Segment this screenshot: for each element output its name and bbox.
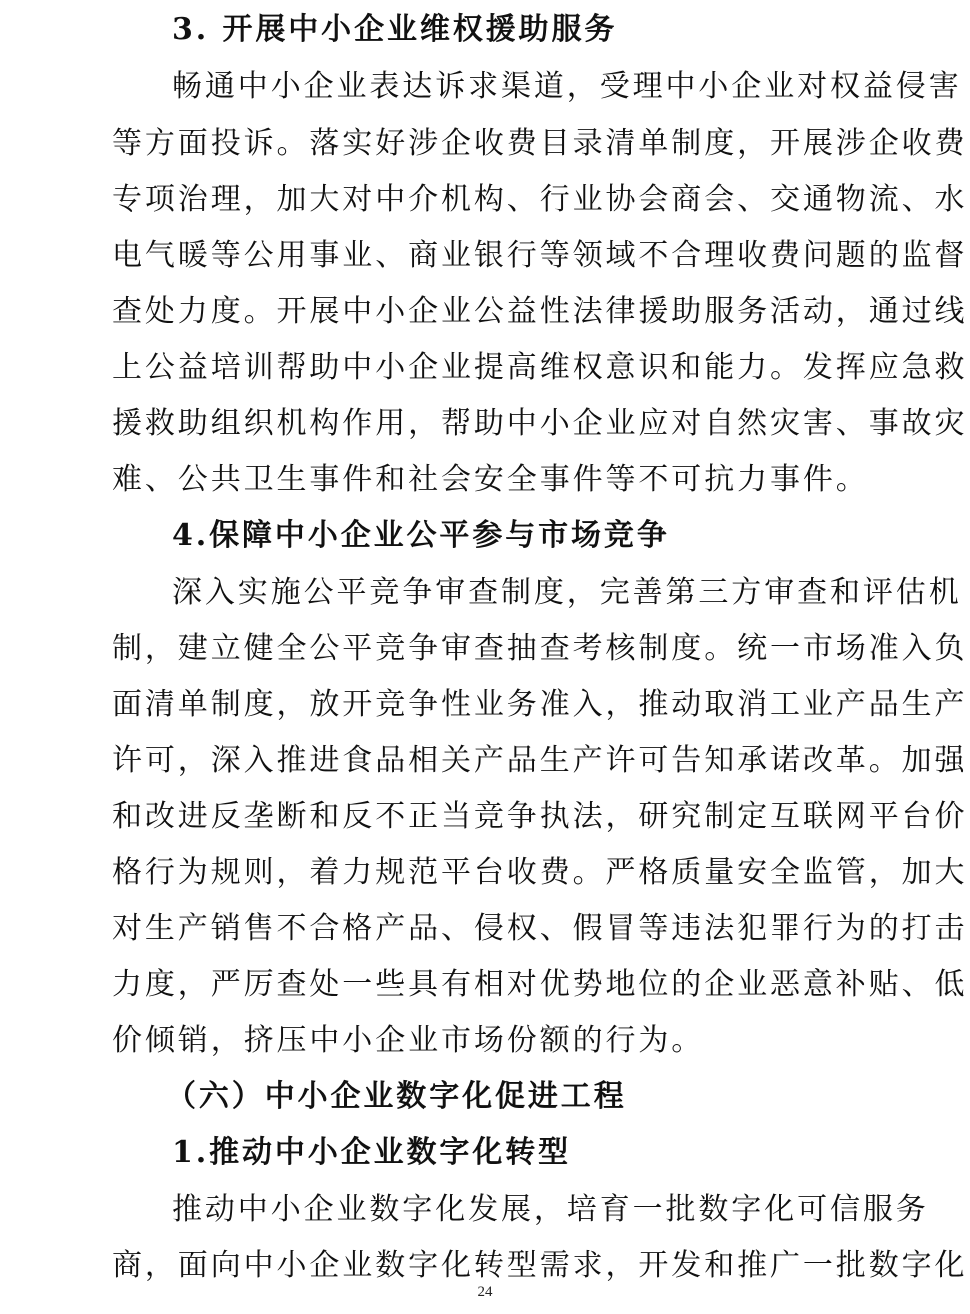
subsection-heading-1: 1.推动中小企业数字化转型 — [172, 1135, 572, 1170]
paragraph-line: 等方面投诉。落实好涉企收费目录清单制度，开展涉企收费 — [112, 126, 968, 161]
paragraph-line: 上公益培训帮助中小企业提高维权意识和能力。发挥应急救 — [112, 350, 968, 385]
paragraph-line: 专项治理，加大对中介机构、行业协会商会、交通物流、水 — [112, 182, 968, 217]
page-number: 24 — [477, 1284, 493, 1300]
paragraph-line: 推动中小企业数字化发展，培育一批数字化可信服务 — [172, 1192, 929, 1227]
paragraph-line: 和改进反垄断和反不正当竞争执法，研究制定互联网平台价 — [112, 799, 968, 834]
paragraph-line: 制，建立健全公平竞争审查抽查考核制度。统一市场准入负 — [112, 631, 968, 666]
paragraph-line: 面清单制度，放开竞争性业务准入，推动取消工业产品生产 — [112, 687, 968, 722]
paragraph-line: 商，面向中小企业数字化转型需求，开发和推广一批数字化 — [112, 1248, 968, 1283]
paragraph-line: 许可，深入推进食品相关产品生产许可告知承诺改革。加强 — [112, 743, 968, 778]
paragraph-line: 深入实施公平竞争审查制度，完善第三方审查和评估机 — [172, 575, 962, 610]
paragraph-line: 畅通中小企业表达诉求渠道，受理中小企业对权益侵害 — [172, 69, 962, 104]
paragraph-line: 力度，严厉查处一些具有相对优势地位的企业恶意补贴、低 — [112, 967, 968, 1002]
paragraph-line-last: 难、公共卫生事件和社会安全事件等不可抗力事件。 — [112, 462, 869, 497]
paragraph-line: 查处力度。开展中小企业公益性法律援助服务活动，通过线 — [112, 294, 968, 329]
paragraph-line: 援救助组织机构作用，帮助中小企业应对自然灾害、事故灾 — [112, 406, 968, 441]
section-heading-4: 4.保障中小企业公平参与市场竞争 — [172, 518, 670, 553]
section-heading-3: 3. 开展中小企业维权援助服务 — [172, 12, 618, 47]
paragraph-line: 对生产销售不合格产品、侵权、假冒等违法犯罪行为的打击 — [112, 911, 968, 946]
paragraph-line: 格行为规则，着力规范平台收费。严格质量安全监管，加大 — [112, 855, 968, 890]
chapter-heading: （六）中小企业数字化促进工程 — [166, 1079, 627, 1114]
paragraph-line-last: 价倾销，挤压中小企业市场份额的行为。 — [112, 1023, 705, 1058]
paragraph-line: 电气暖等公用事业、商业银行等领域不合理收费问题的监督 — [112, 238, 968, 273]
